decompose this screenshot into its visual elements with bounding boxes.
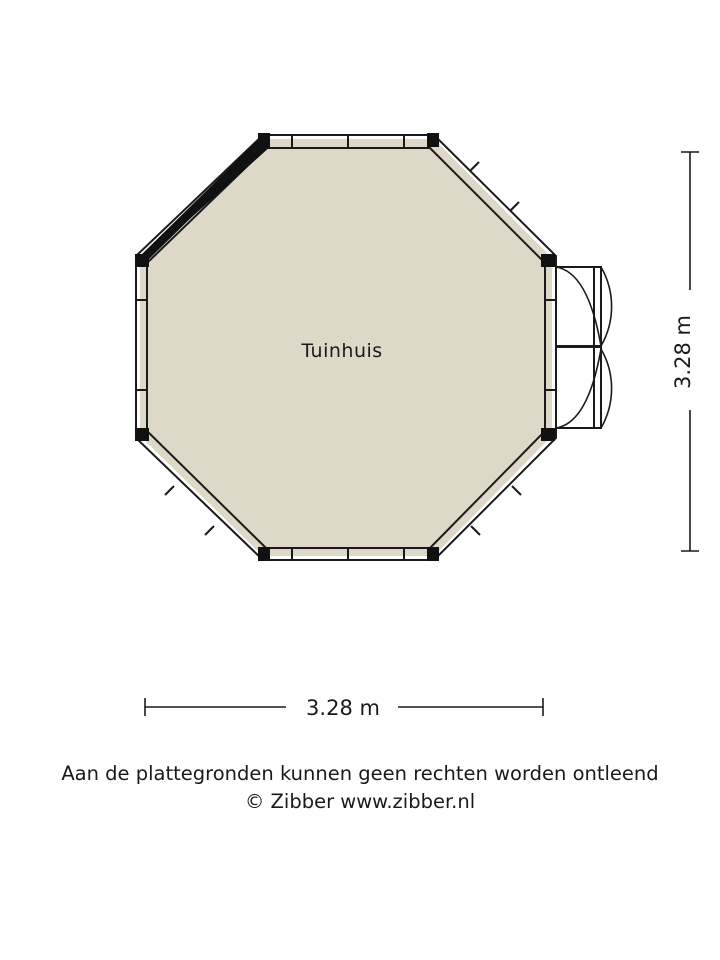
double-door: [556, 267, 612, 428]
footer: [0, 760, 720, 817]
footer-disclaimer: Aan de plattegronden kunnen geen rechten worden ontleend: [61, 762, 659, 785]
room-label: Tuinhuis: [301, 340, 383, 362]
dimension-width-label: 3.28 m: [306, 696, 380, 720]
footer-copyright: © Zibber www.zibber.nl: [244, 790, 476, 814]
dimension-height-label: 3.28 m: [671, 315, 695, 389]
